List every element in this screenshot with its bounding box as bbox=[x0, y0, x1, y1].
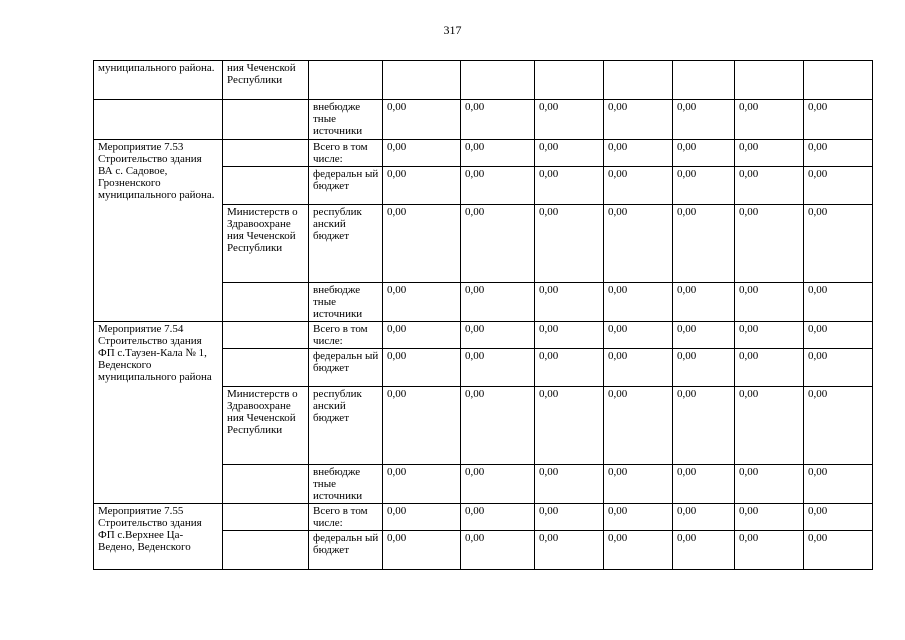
value-cell: 0,00 bbox=[383, 504, 461, 531]
value-cell: 0,00 bbox=[804, 349, 873, 387]
value-cell: 0,00 bbox=[673, 140, 735, 167]
activity-cell: Мероприятие 7.55 Строительство здания ФП с.Верхнее Ца-Ведено, Веденского bbox=[94, 504, 223, 570]
budget-table bbox=[93, 60, 873, 570]
value-cell: 0,00 bbox=[804, 465, 873, 504]
value-cell: 0,00 bbox=[383, 167, 461, 205]
value-cell: 0,00 bbox=[383, 140, 461, 167]
empty-cell bbox=[223, 100, 309, 140]
value-cell: 0,00 bbox=[673, 167, 735, 205]
value-cell: 0,00 bbox=[535, 349, 604, 387]
source-cell: Всего в том числе: bbox=[309, 140, 383, 167]
value-cell: 0,00 bbox=[535, 140, 604, 167]
value-cell: 0,00 bbox=[804, 322, 873, 349]
value-cell: 0,00 bbox=[673, 283, 735, 322]
value-cell: 0,00 bbox=[604, 531, 673, 570]
executor-cell: Министерств о Здравоохране ния Чеченской Республики bbox=[223, 205, 309, 283]
table-row bbox=[94, 100, 873, 140]
source-cell: Всего в том числе: bbox=[309, 322, 383, 349]
source-cell: Всего в том числе: bbox=[309, 504, 383, 531]
value-cell: 0,00 bbox=[804, 531, 873, 570]
value-cell: 0,00 bbox=[461, 100, 535, 140]
source-cell: внебюдже тные источники bbox=[309, 283, 383, 322]
page-number: 317 bbox=[443, 23, 462, 37]
value-cell: 0,00 bbox=[673, 387, 735, 465]
value-cell: 0,00 bbox=[673, 349, 735, 387]
activity-cell: Мероприятие 7.54 Строительство здания ФП с.Таузен-Кала № 1, Веденского муниципального района bbox=[94, 322, 223, 504]
value-cell: 0,00 bbox=[604, 504, 673, 531]
value-cell: 0,00 bbox=[535, 387, 604, 465]
empty-cell bbox=[223, 465, 309, 504]
activity-cell: Мероприятие 7.53 Строительство здания ВА с. Садовое, Грозненского муниципального района. bbox=[94, 140, 223, 322]
empty-cell bbox=[223, 531, 309, 570]
empty-cell bbox=[223, 349, 309, 387]
value-cell: 0,00 bbox=[461, 283, 535, 322]
value-cell: 0,00 bbox=[735, 167, 804, 205]
empty-cell bbox=[94, 100, 223, 140]
empty-cell bbox=[804, 61, 873, 100]
value-cell: 0,00 bbox=[735, 387, 804, 465]
value-cell: 0,00 bbox=[735, 504, 804, 531]
value-cell: 0,00 bbox=[535, 167, 604, 205]
value-cell: 0,00 bbox=[735, 140, 804, 167]
value-cell: 0,00 bbox=[461, 349, 535, 387]
value-cell: 0,00 bbox=[461, 465, 535, 504]
value-cell: 0,00 bbox=[461, 140, 535, 167]
value-cell: 0,00 bbox=[604, 205, 673, 283]
value-cell: 0,00 bbox=[383, 387, 461, 465]
value-cell: 0,00 bbox=[735, 465, 804, 504]
activity-cell: муниципального района. bbox=[94, 61, 223, 100]
empty-cell bbox=[604, 61, 673, 100]
value-cell: 0,00 bbox=[804, 140, 873, 167]
value-cell: 0,00 bbox=[604, 322, 673, 349]
table-row bbox=[94, 504, 873, 531]
value-cell: 0,00 bbox=[804, 387, 873, 465]
value-cell: 0,00 bbox=[535, 531, 604, 570]
value-cell: 0,00 bbox=[461, 387, 535, 465]
executor-cell: Министерств о Здравоохране ния Чеченской Республики bbox=[223, 387, 309, 465]
value-cell: 0,00 bbox=[604, 465, 673, 504]
value-cell: 0,00 bbox=[383, 205, 461, 283]
value-cell: 0,00 bbox=[383, 100, 461, 140]
empty-cell bbox=[223, 322, 309, 349]
value-cell: 0,00 bbox=[461, 531, 535, 570]
value-cell: 0,00 bbox=[461, 205, 535, 283]
value-cell: 0,00 bbox=[804, 283, 873, 322]
source-cell: республик анский бюджет bbox=[309, 387, 383, 465]
empty-cell bbox=[223, 140, 309, 167]
empty-cell bbox=[673, 61, 735, 100]
value-cell: 0,00 bbox=[604, 349, 673, 387]
value-cell: 0,00 bbox=[383, 349, 461, 387]
value-cell: 0,00 bbox=[461, 167, 535, 205]
value-cell: 0,00 bbox=[673, 205, 735, 283]
source-cell: федеральн ый бюджет bbox=[309, 349, 383, 387]
value-cell: 0,00 bbox=[461, 504, 535, 531]
value-cell: 0,00 bbox=[735, 531, 804, 570]
empty-cell bbox=[461, 61, 535, 100]
table-row bbox=[94, 140, 873, 167]
value-cell: 0,00 bbox=[383, 322, 461, 349]
value-cell: 0,00 bbox=[673, 322, 735, 349]
value-cell: 0,00 bbox=[535, 322, 604, 349]
table-row bbox=[94, 322, 873, 349]
table-body bbox=[94, 61, 873, 570]
source-cell: федеральн ый бюджет bbox=[309, 167, 383, 205]
source-cell: федеральн ый бюджет bbox=[309, 531, 383, 570]
value-cell: 0,00 bbox=[535, 100, 604, 140]
value-cell: 0,00 bbox=[673, 465, 735, 504]
value-cell: 0,00 bbox=[735, 349, 804, 387]
value-cell: 0,00 bbox=[604, 283, 673, 322]
value-cell: 0,00 bbox=[673, 504, 735, 531]
table-row bbox=[94, 61, 873, 100]
value-cell: 0,00 bbox=[804, 167, 873, 205]
value-cell: 0,00 bbox=[383, 283, 461, 322]
value-cell: 0,00 bbox=[604, 140, 673, 167]
empty-cell bbox=[383, 61, 461, 100]
empty-cell bbox=[223, 167, 309, 205]
value-cell: 0,00 bbox=[673, 100, 735, 140]
value-cell: 0,00 bbox=[604, 387, 673, 465]
empty-cell bbox=[309, 61, 383, 100]
value-cell: 0,00 bbox=[535, 205, 604, 283]
value-cell: 0,00 bbox=[735, 100, 804, 140]
empty-cell bbox=[535, 61, 604, 100]
value-cell: 0,00 bbox=[804, 205, 873, 283]
empty-cell bbox=[735, 61, 804, 100]
executor-cell: ния Чеченской Республики bbox=[223, 61, 309, 100]
value-cell: 0,00 bbox=[383, 465, 461, 504]
source-cell: внебюдже тные источники bbox=[309, 465, 383, 504]
value-cell: 0,00 bbox=[804, 504, 873, 531]
value-cell: 0,00 bbox=[735, 283, 804, 322]
value-cell: 0,00 bbox=[535, 504, 604, 531]
source-cell: внебюдже тные источники bbox=[309, 100, 383, 140]
empty-cell bbox=[223, 504, 309, 531]
source-cell: республик анский бюджет bbox=[309, 205, 383, 283]
value-cell: 0,00 bbox=[604, 100, 673, 140]
value-cell: 0,00 bbox=[735, 322, 804, 349]
value-cell: 0,00 bbox=[383, 531, 461, 570]
value-cell: 0,00 bbox=[535, 283, 604, 322]
value-cell: 0,00 bbox=[804, 100, 873, 140]
value-cell: 0,00 bbox=[735, 205, 804, 283]
value-cell: 0,00 bbox=[461, 322, 535, 349]
value-cell: 0,00 bbox=[604, 167, 673, 205]
value-cell: 0,00 bbox=[673, 531, 735, 570]
empty-cell bbox=[223, 283, 309, 322]
value-cell: 0,00 bbox=[535, 465, 604, 504]
